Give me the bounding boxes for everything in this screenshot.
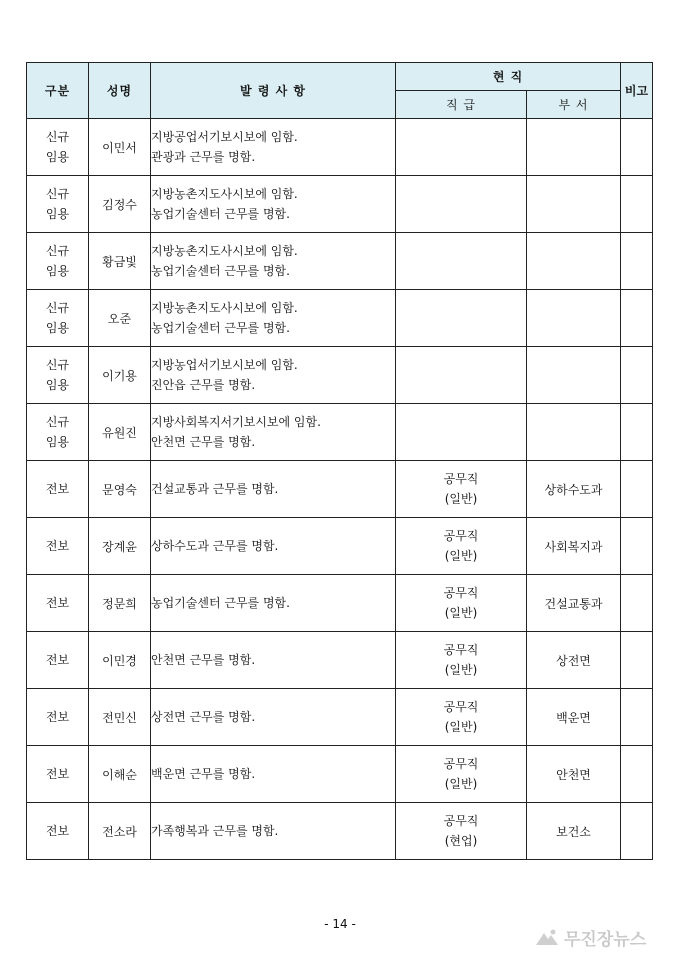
rank-line-1: 공무직	[443, 700, 479, 714]
cell-type	[27, 632, 89, 689]
cell-type	[27, 803, 89, 860]
rank-line-1: 공무직	[443, 586, 479, 600]
type-line-1: 신규	[45, 415, 70, 429]
order-line-1: 백운면 근무를 명함.	[151, 767, 256, 781]
watermark	[534, 922, 674, 952]
cell-rank	[396, 233, 527, 290]
type-line-2: 임용	[45, 207, 70, 221]
type-line-1: 신규	[45, 301, 70, 315]
cell-note	[621, 518, 653, 575]
watermark-text: 무진장뉴스	[564, 929, 647, 950]
table-row	[27, 347, 653, 404]
rank-line-2: (현업)	[444, 834, 478, 848]
cell-rank	[396, 518, 527, 575]
cell-dept	[527, 176, 621, 233]
rank-line-1: 공무직	[443, 814, 479, 828]
order-line-1: 안천면 근무를 명함.	[151, 653, 256, 667]
cell-dept: 건설교통과	[527, 575, 621, 632]
cell-note	[621, 404, 653, 461]
cell-order	[151, 347, 396, 404]
cell-rank	[396, 803, 527, 860]
cell-name: 이민서	[89, 119, 151, 176]
cell-name: 전민신	[89, 689, 151, 746]
cell-dept: 상전면	[527, 632, 621, 689]
order-line-2: 농업기술센터 근무를 명함.	[151, 207, 290, 221]
order-line-1: 농업기술센터 근무를 명함.	[151, 596, 290, 610]
order-line-1: 상하수도과 근무를 명함.	[151, 539, 279, 553]
type-line-1: 신규	[45, 187, 70, 201]
cell-name: 문영숙	[89, 461, 151, 518]
table-row	[27, 290, 653, 347]
cell-order	[151, 119, 396, 176]
type-line-2: 임용	[45, 435, 70, 449]
cell-order	[151, 461, 396, 518]
table-row	[27, 518, 653, 575]
cell-rank	[396, 347, 527, 404]
cell-dept	[527, 233, 621, 290]
type-line-2: 임용	[45, 264, 70, 278]
cell-dept: 안천면	[527, 746, 621, 803]
cell-name: 오준	[89, 290, 151, 347]
type-line-1: 전보	[45, 539, 70, 553]
cell-rank	[396, 689, 527, 746]
type-line-2: 임용	[45, 150, 70, 164]
rank-line-1: 공무직	[443, 757, 479, 771]
order-line-1: 지방농촌지도사시보에 임함.	[151, 187, 298, 201]
cell-type	[27, 233, 89, 290]
cell-type	[27, 689, 89, 746]
rank-line-2: (일반)	[444, 549, 478, 563]
cell-note	[621, 233, 653, 290]
type-line-1: 전보	[45, 767, 70, 781]
header-name: 성명	[89, 63, 151, 119]
order-line-2: 농업기술센터 근무를 명함.	[151, 321, 290, 335]
cell-name: 이기용	[89, 347, 151, 404]
cell-rank	[396, 632, 527, 689]
cell-type	[27, 176, 89, 233]
cell-dept: 보건소	[527, 803, 621, 860]
watermark-logo-icon	[534, 927, 560, 947]
cell-dept: 백운면	[527, 689, 621, 746]
cell-name: 정문희	[89, 575, 151, 632]
cell-name: 이민경	[89, 632, 151, 689]
order-line-1: 지방농촌지도사시보에 임함.	[151, 301, 298, 315]
table-row	[27, 632, 653, 689]
order-line-1: 가족행복과 근무를 명함.	[151, 824, 279, 838]
cell-order	[151, 803, 396, 860]
type-line-1: 전보	[45, 482, 70, 496]
cell-dept	[527, 290, 621, 347]
cell-type	[27, 347, 89, 404]
table-row	[27, 461, 653, 518]
cell-order	[151, 176, 396, 233]
type-line-1: 전보	[45, 653, 70, 667]
cell-note	[621, 632, 653, 689]
personnel-table	[26, 62, 653, 860]
cell-rank	[396, 746, 527, 803]
type-line-1: 신규	[45, 358, 70, 372]
cell-rank	[396, 404, 527, 461]
cell-type	[27, 119, 89, 176]
cell-note	[621, 803, 653, 860]
cell-rank	[396, 461, 527, 518]
order-line-1: 지방공업서기보시보에 임함.	[151, 130, 298, 144]
rank-line-2: (일반)	[444, 606, 478, 620]
cell-note	[621, 290, 653, 347]
cell-rank	[396, 176, 527, 233]
cell-name: 유원진	[89, 404, 151, 461]
cell-name: 김정수	[89, 176, 151, 233]
rank-line-2: (일반)	[444, 720, 478, 734]
order-line-1: 지방농촌지도사시보에 임함.	[151, 244, 298, 258]
cell-dept	[527, 347, 621, 404]
cell-name: 장계윤	[89, 518, 151, 575]
cell-name: 전소라	[89, 803, 151, 860]
header-current: 현 직	[396, 63, 621, 91]
table-row	[27, 176, 653, 233]
cell-dept: 사회복지과	[527, 518, 621, 575]
cell-order	[151, 575, 396, 632]
cell-type	[27, 518, 89, 575]
header-note: 비고	[621, 63, 653, 119]
order-line-2: 농업기술센터 근무를 명함.	[151, 264, 290, 278]
cell-note	[621, 347, 653, 404]
header-dept: 부 서	[527, 91, 621, 119]
table-row	[27, 233, 653, 290]
type-line-1: 전보	[45, 710, 70, 724]
cell-type	[27, 404, 89, 461]
order-line-1: 지방사회복지서기보시보에 임함.	[151, 415, 321, 429]
cell-note	[621, 176, 653, 233]
order-line-2: 관광과 근무를 명함.	[151, 150, 256, 164]
cell-rank	[396, 575, 527, 632]
type-line-2: 임용	[45, 378, 70, 392]
header-order: 발 령 사 항	[151, 63, 396, 119]
rank-line-1: 공무직	[443, 472, 479, 486]
rank-line-2: (일반)	[444, 663, 478, 677]
cell-dept	[527, 404, 621, 461]
cell-note	[621, 689, 653, 746]
type-line-1: 신규	[45, 244, 70, 258]
cell-rank	[396, 290, 527, 347]
order-line-1: 상전면 근무를 명함.	[151, 710, 256, 724]
order-line-1: 건설교통과 근무를 명함.	[151, 482, 279, 496]
type-line-1: 전보	[45, 596, 70, 610]
cell-order	[151, 746, 396, 803]
type-line-1: 전보	[45, 824, 70, 838]
cell-type	[27, 746, 89, 803]
page-number: - 14 -	[324, 917, 356, 931]
cell-type	[27, 575, 89, 632]
order-line-2: 안천면 근무를 명함.	[151, 435, 256, 449]
cell-note	[621, 746, 653, 803]
cell-type	[27, 290, 89, 347]
cell-note	[621, 461, 653, 518]
rank-line-2: (일반)	[444, 492, 478, 506]
header-type: 구분	[27, 63, 89, 119]
type-line-2: 임용	[45, 321, 70, 335]
rank-line-1: 공무직	[443, 529, 479, 543]
cell-note	[621, 119, 653, 176]
table-row	[27, 689, 653, 746]
cell-order	[151, 689, 396, 746]
cell-order	[151, 290, 396, 347]
order-line-2: 진안읍 근무를 명함.	[151, 378, 256, 392]
table-row	[27, 575, 653, 632]
cell-order	[151, 632, 396, 689]
cell-dept: 상하수도과	[527, 461, 621, 518]
table-row	[27, 803, 653, 860]
order-line-1: 지방농업서기보시보에 임함.	[151, 358, 298, 372]
cell-note	[621, 575, 653, 632]
cell-dept	[527, 119, 621, 176]
cell-order	[151, 518, 396, 575]
rank-line-2: (일반)	[444, 777, 478, 791]
rank-line-1: 공무직	[443, 643, 479, 657]
table-row	[27, 119, 653, 176]
cell-rank	[396, 119, 527, 176]
cell-type	[27, 461, 89, 518]
header-rank: 직 급	[396, 91, 527, 119]
table-row	[27, 746, 653, 803]
type-line-1: 신규	[45, 130, 70, 144]
cell-order	[151, 233, 396, 290]
table-row	[27, 404, 653, 461]
cell-name: 황금빛	[89, 233, 151, 290]
cell-name: 이해순	[89, 746, 151, 803]
cell-order	[151, 404, 396, 461]
